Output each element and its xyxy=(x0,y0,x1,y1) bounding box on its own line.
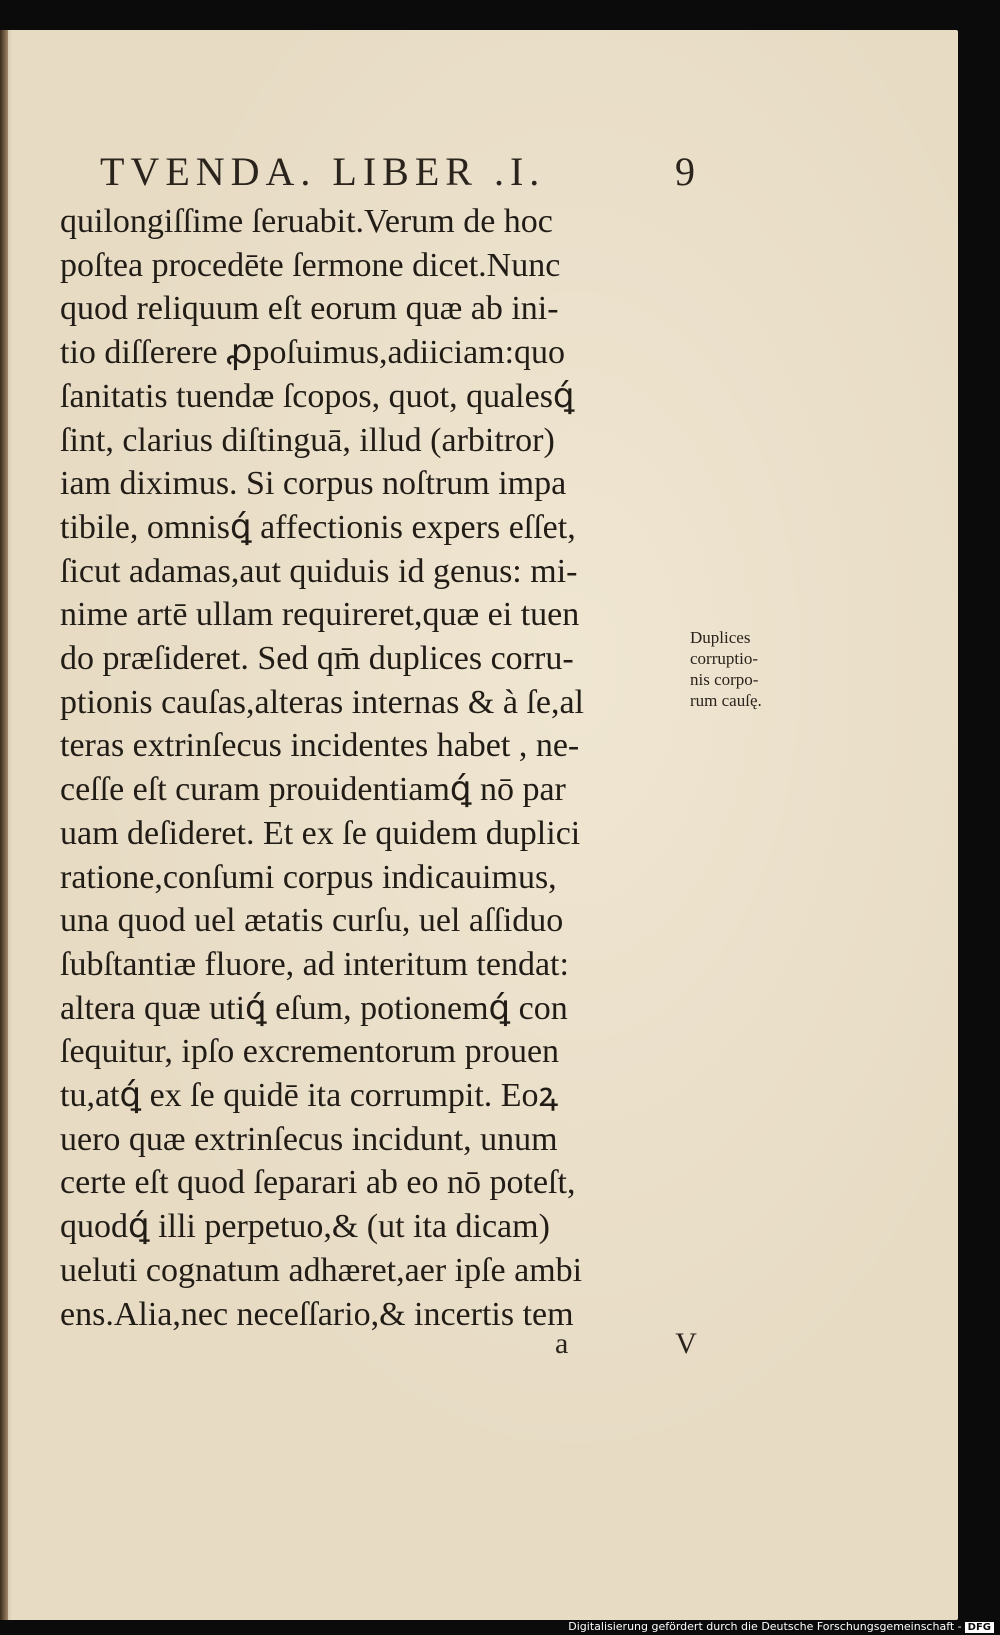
text-line: ratione,conſumi corpus indicauimus, xyxy=(60,858,557,896)
text-line: quod reliquum eſt eorum quæ ab ini- xyxy=(60,290,559,328)
signature-mark: a V xyxy=(555,1327,747,1360)
dfg-logo: DFG xyxy=(965,1622,994,1633)
text-line: tio diſſerere ꝓpoſuimus,adiiciam:quo xyxy=(60,334,566,372)
text-line: ſicut adamas,aut quiduis id genus: mi- xyxy=(60,552,578,590)
text-line: do præſideret. Sed qm̄ duplices corru- xyxy=(60,640,574,678)
credit-text: Digitalisierung gefördert durch die Deutsche Forschungsgemeinschaft - xyxy=(568,1620,962,1633)
digitization-credit xyxy=(568,1620,994,1633)
text-line: teras extrinſecus incidentes habet , ne- xyxy=(60,727,580,765)
text-line: ſequitur, ipſo excrementorum prouen xyxy=(60,1033,560,1071)
text-line: ueluti cognatum adhæret,aer ipſe ambi xyxy=(60,1251,583,1289)
body-text xyxy=(60,200,720,1336)
text-line: quilongiſſime ſeruabit.Verum de hoc xyxy=(60,203,553,240)
running-head xyxy=(100,148,700,195)
page-gutter-edge xyxy=(0,30,8,1620)
text-line: ceſſe eſt curam prouidentiamꝗ́ nō par xyxy=(60,771,566,809)
text-line: altera quæ utiꝗ́ eſum, potionemꝗ́ con xyxy=(60,989,568,1027)
text-line: uam deſideret. Et ex ſe quidem duplici xyxy=(60,814,581,852)
text-line: iam diximus. Si corpus noſtrum impa xyxy=(60,465,567,503)
marginal-note-line: rum cauſę. xyxy=(690,691,762,710)
text-line: ſanitatis tuendæ ſcopos, quot, qualesꝗ́ xyxy=(60,377,575,415)
text-line: ſubſtantiæ fluore, ad interitum tendat: xyxy=(60,945,569,983)
marginal-note-line: corruptio- xyxy=(690,649,758,668)
text-line: quodꝗ́ illi perpetuo,& (ut ita dicam) xyxy=(60,1208,550,1246)
text-line: ens.Alia,nec neceſſario,& incertis tem xyxy=(60,1295,574,1333)
text-line: tu,atꝗ́ ex ſe quidē ita corrumpit. Eoꝝ xyxy=(60,1077,559,1115)
marginal-note-line: Duplices xyxy=(690,628,751,647)
text-line: poſtea procedēte ſermone dicet.Nunc xyxy=(60,246,561,284)
text-line: ſint, clarius diſtinguā, illud (arbitror) xyxy=(60,421,555,459)
text-line: uero quæ extrinſecus incidunt, unum xyxy=(60,1120,558,1158)
marginal-note-line: nis corpo- xyxy=(690,670,759,689)
folio-number: 9 xyxy=(675,149,695,194)
marginal-note xyxy=(690,627,820,711)
book-page xyxy=(0,30,958,1620)
text-line: certe eſt quod ſeparari ab eo nō poteſt, xyxy=(60,1164,576,1202)
running-head-title: TVENDA. LIBER .I. xyxy=(100,149,546,194)
text-line: tibile, omnisꝗ́ affectionis expers eſſet, xyxy=(60,508,576,546)
text-line: ptionis cauſas,alteras internas & à ſe,al xyxy=(60,683,584,721)
text-line: una quod uel ætatis curſu, uel aſſiduo xyxy=(60,902,564,940)
text-line: nime artē ullam requireret,quæ ei tuen xyxy=(60,596,580,634)
